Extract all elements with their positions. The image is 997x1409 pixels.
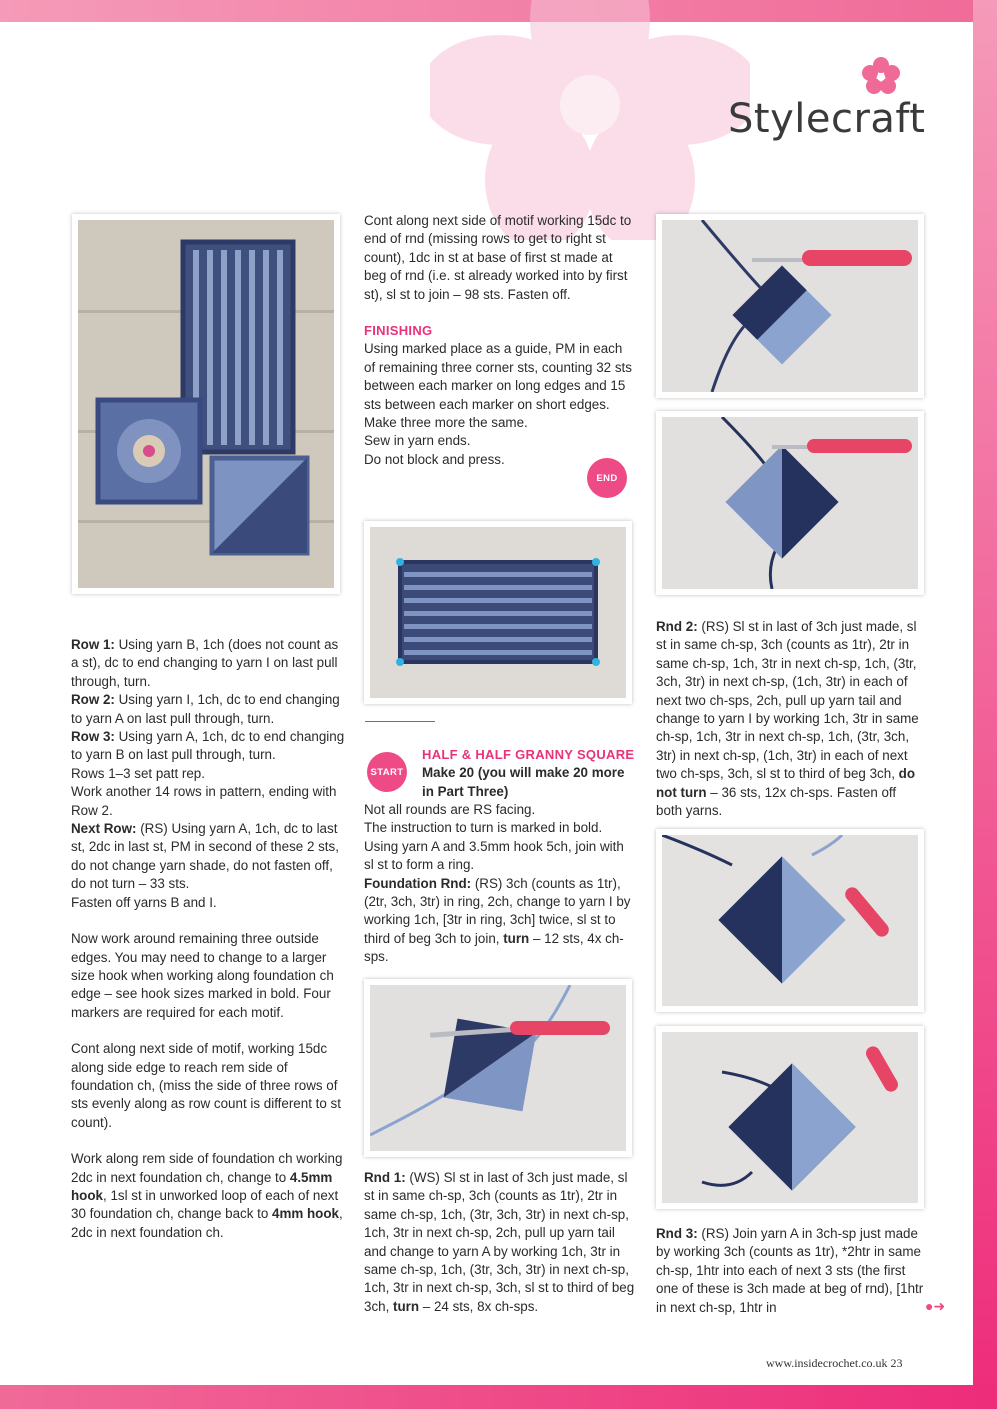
work-along-paragraph: Work along rem side of foundation ch working 2dc in next foundation ch, change to 4.5mm hook, 1sl st in unworked loop of each of next 30 foundation ch, change back to 4mm hook, 2dc in next foundation ch.: [71, 1151, 343, 1240]
photo-swatches: [72, 214, 340, 594]
now-work-text: Now work around remaining three outside edges. You may need to change to a larger size hook when working along foundation ch edge – see hook sizes marked in bold. Four markers are required for each motif.: [71, 931, 334, 1020]
column-middle-top: [364, 212, 634, 469]
finishing-text: Using marked place as a guide, PM in each of remaining three corner sts, counting 32 sts between each marker on long edges and 15 sts between each marker on short edges.: [364, 341, 632, 412]
foundation-rnd-paragraph: Foundation Rnd: (RS) 3ch (counts as 1tr), (2tr, 3ch, 3tr) in ring, 2ch, change to yarn I by working 1ch, [3tr in ring, 3ch] twice, sl st to third of beg 3ch to join, turn – 12 sts, 4x ch-sps.: [364, 875, 631, 965]
photo-rnd1-complete: [656, 411, 924, 595]
column-left: [71, 636, 346, 1242]
photo-foundation-ring: [656, 214, 924, 398]
end-badge: END: [587, 458, 627, 498]
rows-set-text: Rows 1–3 set patt rep.: [71, 765, 205, 781]
section-divider: [365, 721, 435, 722]
rnd-1-paragraph: Rnd 1: (WS) Sl st in last of 3ch just made, sl st in same ch-sp, 3ch (counts as 1tr), 2tr in same ch-sp, 1ch, (3tr, 3ch, 3tr) in next ch-sp, 1ch, 3tr in next ch-sp, 2ch, pull up yarn tail and change to yarn A by working 1ch, 3tr in same ch-sp, 1ch, (3tr, 3ch, 3tr) in next ch-sp, 1ch, 3tr in next ch-sp, 3ch, sl st to third of beg 3ch, turn – 24 sts, 8x ch-sps.: [364, 1170, 635, 1314]
photo-rnd2-progress: [656, 829, 924, 1012]
page-bottom-edge: [0, 1385, 997, 1409]
work-another-text: Work another 14 rows in pattern, ending with Row 2.: [71, 784, 337, 818]
column-right-rnd2: [656, 618, 924, 820]
page-right-edge: [973, 0, 997, 1409]
continue-arrow-icon: ●➜: [925, 1298, 946, 1314]
footer-url[interactable]: www.insidecrochet.co.uk: [766, 1356, 888, 1370]
cont-text: Cont along next side of motif working 15dc to end of rnd (missing rows to get to right st count), 1dc in st at base of first st made at beg of rnd (i.e. st already worked into by first st), sl st to join – 98 sts. Fasten off.: [364, 213, 632, 302]
do-not-block-text: Do not block and press.: [364, 451, 505, 467]
fasten-off-text: Fasten off yarns B and I.: [71, 894, 217, 910]
using-yarn-text: Using yarn A and 3.5mm hook 5ch, join with sl st to form a ring.: [364, 838, 624, 873]
page-footer: [766, 1356, 903, 1371]
background-flower-graphic: [430, 0, 750, 240]
half-half-heading-block: [422, 746, 637, 801]
next-row-paragraph: Next Row: (RS) Using yarn A, 1ch, dc to last st, 2dc in last st, PM in second of these 2 sts, do not change yarn shade, do not fasten off, do not turn – 33 sts.: [71, 821, 339, 892]
brand-name: Stylecraft: [728, 96, 926, 142]
photo-rnd2-complete: [656, 1026, 924, 1209]
column-right-rnd3: [656, 1225, 924, 1317]
page-number: 23: [890, 1356, 903, 1370]
rnd-3-paragraph: Rnd 3: (RS) Join yarn A in 3ch-sp just made by working 3ch (counts as 1tr), *2htr in same ch-sp, 1htr into each of next 3 sts (the first one of these is 3ch made at beg of rnd), [1htr in next ch-sp, 1htr in: [656, 1226, 924, 1315]
sew-in-text: Sew in yarn ends.: [364, 433, 471, 449]
rnd-2-paragraph: Rnd 2: (RS) Sl st in last of 3ch just made, sl st in same ch-sp, 3ch (counts as 1tr), 2tr in same ch-sp, 1ch, 3tr in next ch-sp, 1ch, (3tr, 3ch, 3tr) in next ch-sp, (1ch, 3tr) in each of next two ch-sps, 2ch, pull up yarn tail and change to yarn I by working 1ch, 3tr in same ch-sp, 1ch, 3tr in next ch-sp, 1ch, (3tr, 3ch, 3tr) in next ch-sp, (1ch, 3tr) in each of next two ch-sps, 3ch, sl st to third of beg 3ch, do not turn – 36 sts, 12x ch-sps. Fasten off both yarns.: [656, 619, 919, 819]
row-1-paragraph: Row 1: Using yarn B, 1ch (does not count as a st), dc to end changing to yarn I on last pull through, turn.: [71, 637, 339, 689]
start-badge: START: [367, 752, 407, 792]
row-2-paragraph: Row 2: Using yarn I, 1ch, dc to end changing to yarn A on last pull through, turn.: [71, 692, 340, 726]
instruction-text: The instruction to turn is marked in bold.: [364, 820, 603, 836]
flower-icon: [861, 56, 901, 96]
stylecraft-logo: [728, 56, 938, 156]
row-3-paragraph: Row 3: Using yarn A, 1ch, dc to end changing to yarn B on last pull through, turn.: [71, 729, 345, 763]
half-half-heading: HALF & HALF GRANNY SQUARE: [422, 747, 635, 762]
column-middle-bottom: [364, 801, 636, 967]
column-middle-rnd1: [364, 1169, 638, 1316]
cont-along-text: Cont along next side of motif, working 15dc along side edge to reach rem side of foundation ch, (miss the side of three rows of sts evenly along as row count is different to st count).: [71, 1041, 341, 1130]
make-three-text: Make three more the same.: [364, 415, 528, 431]
photo-finished-rectangle: [364, 521, 632, 704]
not-all-text: Not all rounds are RS facing.: [364, 802, 536, 817]
finishing-heading: FINISHING: [364, 323, 433, 339]
photo-rnd1-progress: [364, 979, 632, 1157]
make-20-text: Make 20 (you will make 20 more in Part Three): [422, 765, 625, 799]
